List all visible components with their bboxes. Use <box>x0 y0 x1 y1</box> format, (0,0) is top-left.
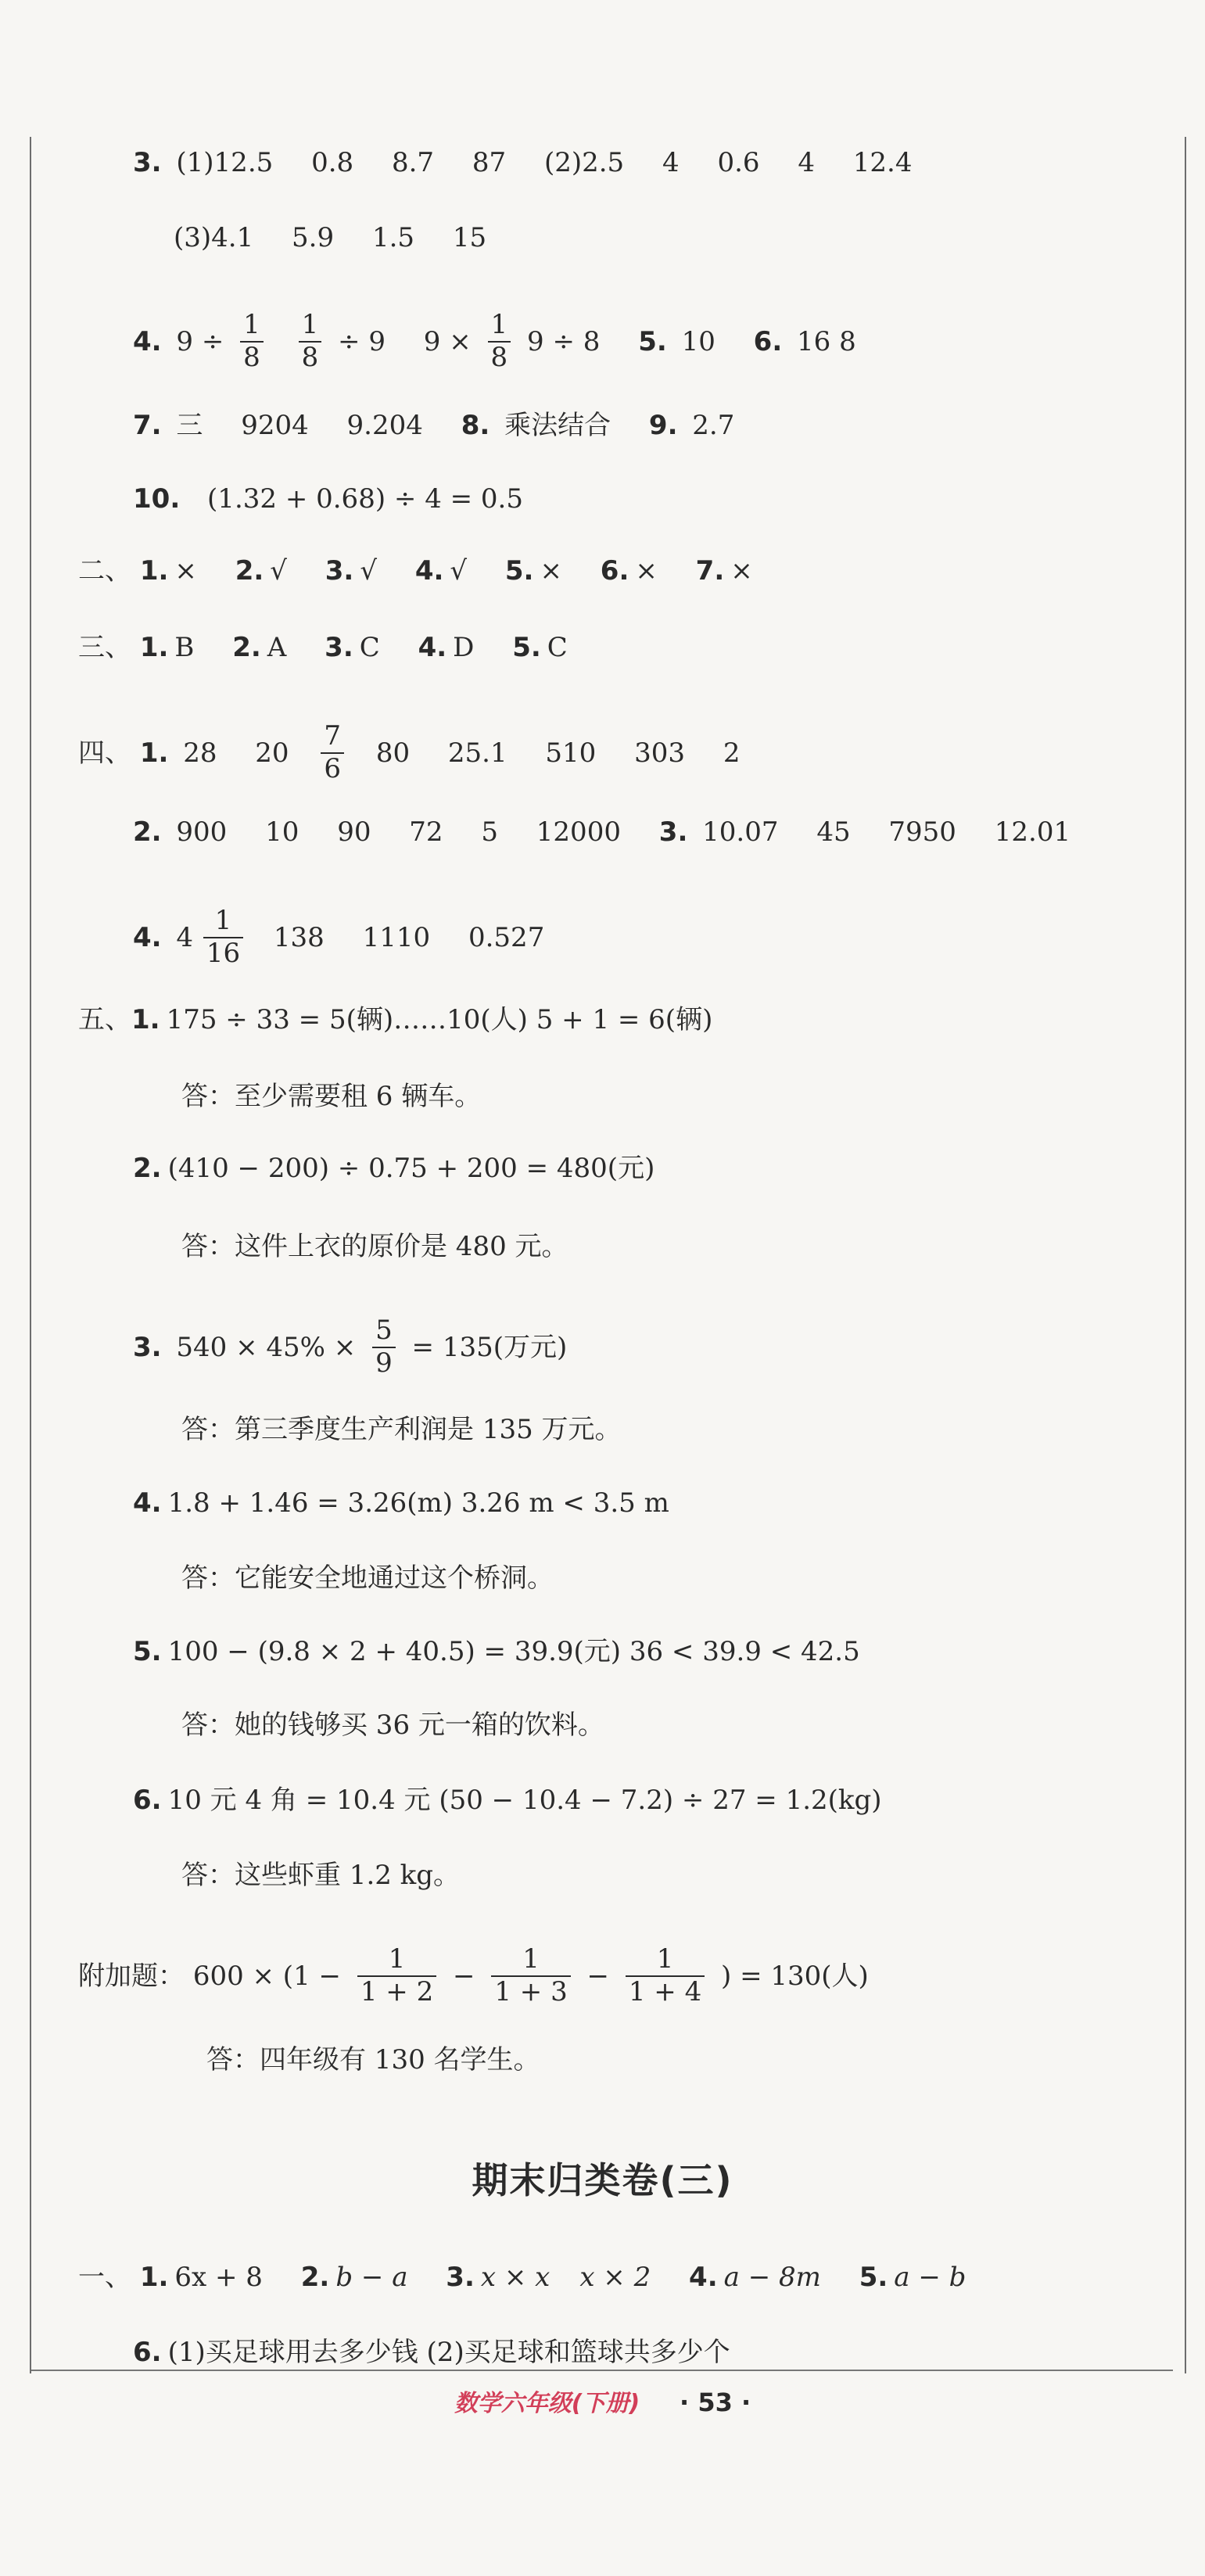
book-title: 数学六年级(下册) <box>454 2390 640 2417</box>
part3-line: 三、 1. B 2. A 3. C 4. D 5. C <box>78 632 568 663</box>
right-margin-line <box>1185 137 1186 2373</box>
fraction: $\frac{1}{1 + 4}$ <box>626 1946 705 2006</box>
part6-line1: 一、 1. 6x + 8 2. b − a 3. x × x x × 2 4. a − 8m 5. a − b <box>78 2262 967 2293</box>
fraction: $\frac{1}{1 + 2}$ <box>357 1946 436 2006</box>
part5-a2: 答：这件上衣的原价是 480 元。 <box>181 1231 568 1262</box>
part5-a6: 答：这些虾重 1.2 kg。 <box>181 1860 461 1891</box>
page-footer <box>0 2384 1205 2418</box>
q7-line: 7. 三 9204 9.204 8. 乘法结合 9. 2.7 <box>133 410 735 441</box>
part2-line: 二、 1. × 2. √ 3. √ 4. √ 5. × 6. × 7. × <box>78 555 753 587</box>
part5-a5: 答：她的钱够买 36 元一箱的饮料。 <box>181 1710 604 1741</box>
bonus-answer: 答：四年级有 130 名学生。 <box>206 2044 540 2076</box>
part5-a4: 答：它能安全地通过这个桥洞。 <box>181 1562 554 1594</box>
q4-line: 4. 9 ÷ $\frac{1}{8}$ $\frac{1}{8}$ ÷ 9 9 × $\frac{1}{8}$ 9 ÷ 8 5. 10 6. 16 8 <box>133 309 856 373</box>
left-margin-line <box>30 137 31 2373</box>
q3-line2: (3)4.1 5.9 1.5 15 <box>174 222 487 253</box>
fraction: $\frac{1}{16}$ <box>203 907 243 967</box>
part5-q3: 3. 540 × 45% × $\frac{5}{9}$ = 135(万元) <box>133 1315 568 1379</box>
part5-a1: 答：至少需要租 6 辆车。 <box>181 1081 482 1112</box>
bottom-rule <box>31 2370 1173 2371</box>
part5-q4: 4. 1.8 + 1.46 = 3.26(m) 3.26 m < 3.5 m <box>133 1487 669 1519</box>
page-number: · 53 · <box>680 2388 751 2417</box>
part4-line2: 2. 900 10 90 72 5 12000 3. 10.07 45 7950 12.01 <box>133 816 1071 848</box>
fraction: $\frac{5}{9}$ <box>372 1317 396 1377</box>
part4-line1: 四、 1. 28 20 $\frac{7}{6}$ 80 25.1 510 303 2 <box>78 720 741 784</box>
part4-line3: 4. 4 $\frac{1}{16}$ 138 1110 0.527 <box>133 905 545 969</box>
fraction: $\frac{1}{1 + 3}$ <box>491 1946 570 2006</box>
part5-q1: 五、1. 175 ÷ 33 = 5(辆)……10(人) 5 + 1 = 6(辆) <box>78 1004 713 1035</box>
fraction: $\frac{1}{8}$ <box>488 311 511 371</box>
fraction: $\frac{7}{6}$ <box>321 723 344 783</box>
section-title: 期末归类卷(三) <box>472 2159 733 2201</box>
part5-q5: 5. 100 − (9.8 × 2 + 40.5) = 39.9(元) 36 < 39.9 < 42.5 <box>133 1636 860 1667</box>
fraction: $\frac{1}{8}$ <box>240 311 264 371</box>
fraction: $\frac{1}{8}$ <box>299 311 322 371</box>
q10-line: 10. (1.32 + 0.68) ÷ 4 = 0.5 <box>133 483 523 515</box>
part6-line2: 6. (1)买足球用去多少钱 (2)买足球和篮球共多少个 <box>133 2337 730 2368</box>
q3-line1: 3. (1)12.5 0.8 8.7 87 (2)2.5 4 0.6 4 12.4 <box>133 147 913 178</box>
bonus-line: 附加题： 600 × (1 − $\frac{1}{1 + 2}$ − $\frac{1}{1 + 3}$ − $\frac{1}{1 + 4}$ ) = 130(人) <box>78 1943 869 2007</box>
part5-q6: 6. 10 元 4 角 = 10.4 元 (50 − 10.4 − 7.2) ÷ 27 = 1.2(kg) <box>133 1785 882 1816</box>
part5-q2: 2. (410 − 200) ÷ 0.75 + 200 = 480(元) <box>133 1153 655 1184</box>
part5-a3: 答：第三季度生产利润是 135 万元。 <box>181 1414 622 1445</box>
